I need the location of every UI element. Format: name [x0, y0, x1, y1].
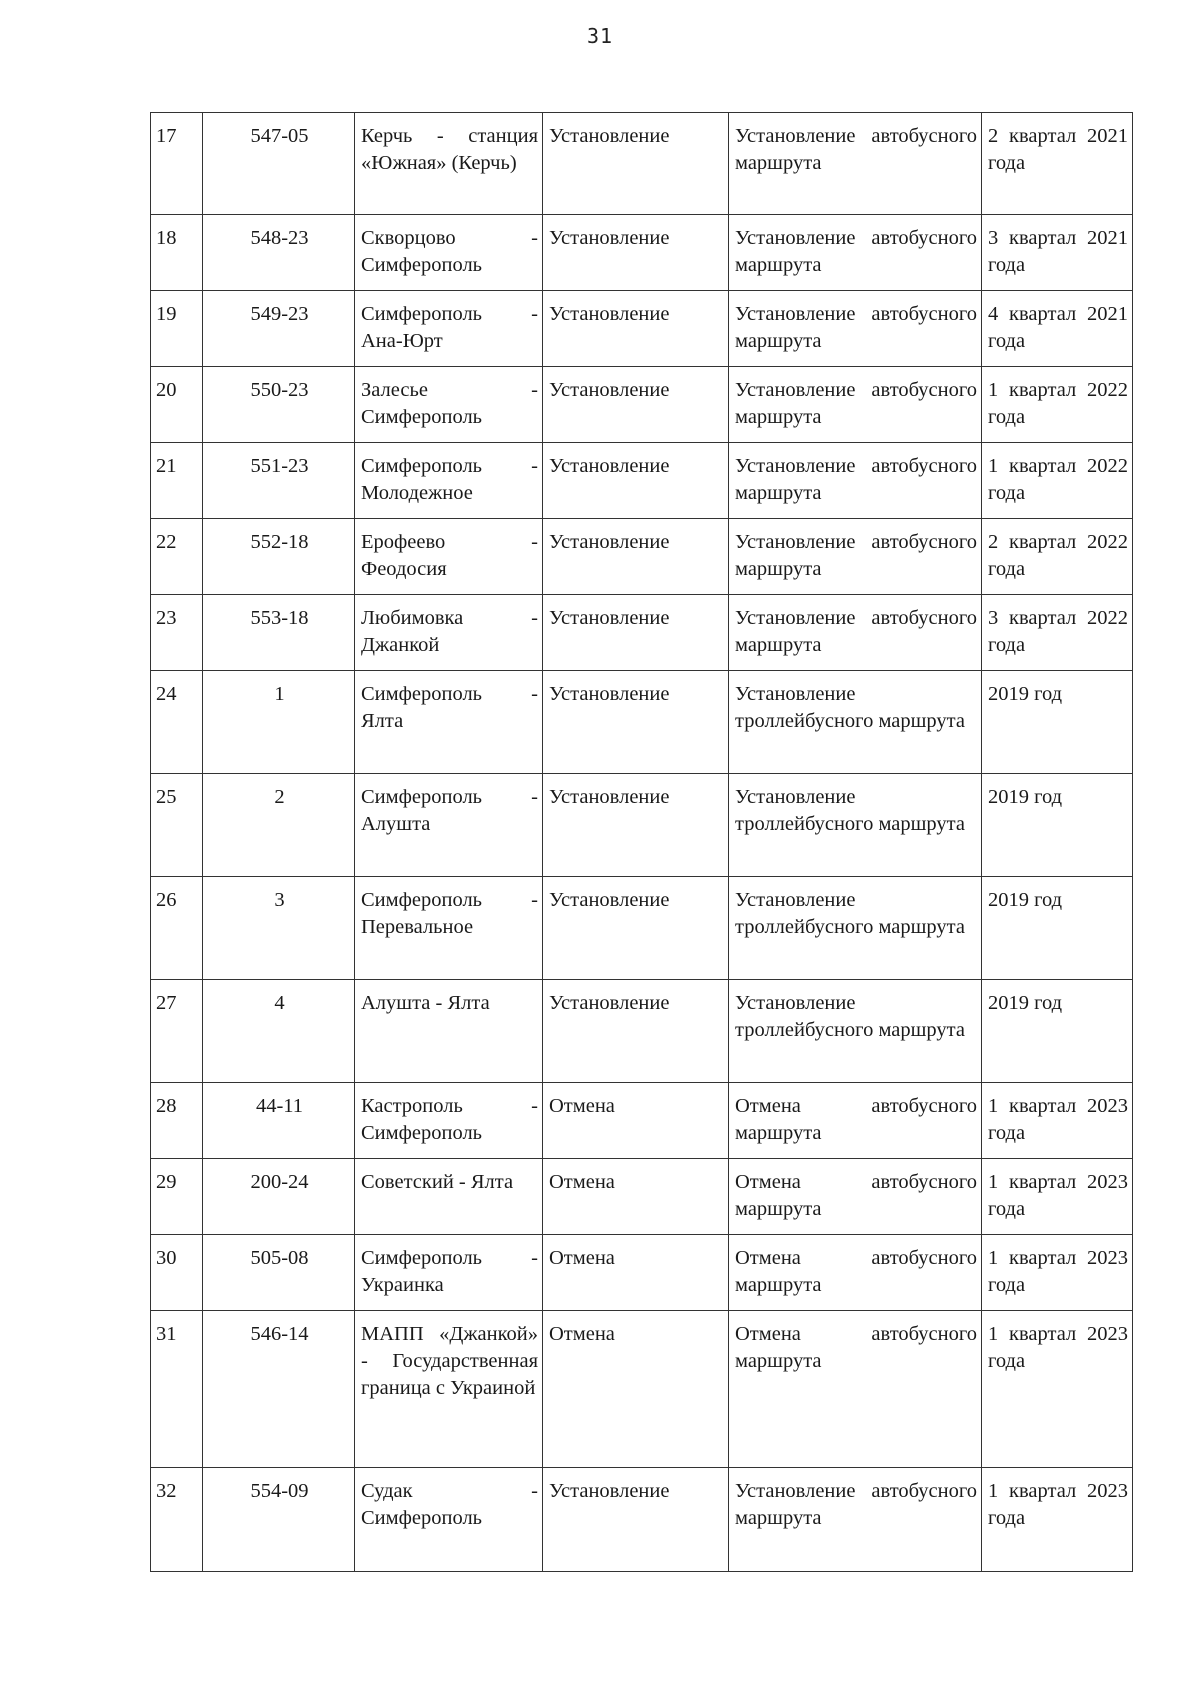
table-row: [151, 774, 1133, 877]
action-cell: Установление: [543, 980, 729, 1083]
routes-table-body: [151, 113, 1133, 1572]
route-name-cell: Алушта - Ялта: [355, 980, 543, 1083]
action-cell: Установление: [543, 595, 729, 671]
row-number-cell: 22: [151, 519, 203, 595]
row-number-cell: 23: [151, 595, 203, 671]
term-cell: 1 квартал 2023 года: [982, 1235, 1133, 1311]
route-name-cell: Симферополь - Ана-Юрт: [355, 291, 543, 367]
route-code-cell: 3: [203, 877, 355, 980]
route-name-cell: Любимовка - Джанкой: [355, 595, 543, 671]
route-name-cell: Симферополь - Молодежное: [355, 443, 543, 519]
route-code-cell: 200-24: [203, 1159, 355, 1235]
row-number-cell: 19: [151, 291, 203, 367]
route-name-cell: Симферополь - Украинка: [355, 1235, 543, 1311]
route-code-cell: 552-18: [203, 519, 355, 595]
action-cell: Установление: [543, 367, 729, 443]
row-number-cell: 21: [151, 443, 203, 519]
route-name-cell: Кастрополь - Симферополь: [355, 1083, 543, 1159]
description-cell: Установление автобусного маршрута: [729, 1468, 982, 1572]
action-cell: Установление: [543, 671, 729, 774]
route-code-cell: 505-08: [203, 1235, 355, 1311]
table-row: [151, 595, 1133, 671]
route-code-cell: 2: [203, 774, 355, 877]
action-cell: Установление: [543, 774, 729, 877]
action-cell: Установление: [543, 519, 729, 595]
route-code-cell: 1: [203, 671, 355, 774]
table-row: [151, 1235, 1133, 1311]
term-cell: 2 квартал 2022 года: [982, 519, 1133, 595]
description-cell: Установление троллейбусного маршрута: [729, 877, 982, 980]
route-name-cell: Симферополь - Перевальное: [355, 877, 543, 980]
action-cell: Отмена: [543, 1159, 729, 1235]
table-row: [151, 980, 1133, 1083]
description-cell: Установление троллейбусного маршрута: [729, 980, 982, 1083]
route-name-cell: Симферополь - Алушта: [355, 774, 543, 877]
route-name-cell: Ерофеево - Феодосия: [355, 519, 543, 595]
table-row: [151, 1159, 1133, 1235]
action-cell: Отмена: [543, 1235, 729, 1311]
description-cell: Установление троллейбусного маршрута: [729, 774, 982, 877]
row-number-cell: 17: [151, 113, 203, 215]
row-number-cell: 27: [151, 980, 203, 1083]
route-name-cell: Советский - Ялта: [355, 1159, 543, 1235]
description-cell: Установление автобусного маршрута: [729, 367, 982, 443]
route-code-cell: 546-14: [203, 1311, 355, 1468]
route-code-cell: 548-23: [203, 215, 355, 291]
route-name-cell: Залесье - Симферополь: [355, 367, 543, 443]
row-number-cell: 28: [151, 1083, 203, 1159]
term-cell: 1 квартал 2023 года: [982, 1468, 1133, 1572]
route-code-cell: 553-18: [203, 595, 355, 671]
action-cell: Отмена: [543, 1083, 729, 1159]
table-row: [151, 671, 1133, 774]
description-cell: Установление автобусного маршрута: [729, 215, 982, 291]
description-cell: Установление автобусного маршрута: [729, 291, 982, 367]
term-cell: 2 квартал 2021 года: [982, 113, 1133, 215]
row-number-cell: 25: [151, 774, 203, 877]
row-number-cell: 26: [151, 877, 203, 980]
term-cell: 3 квартал 2021 года: [982, 215, 1133, 291]
route-code-cell: 554-09: [203, 1468, 355, 1572]
description-cell: Отмена автобусного маршрута: [729, 1083, 982, 1159]
route-code-cell: 551-23: [203, 443, 355, 519]
description-cell: Установление автобусного маршрута: [729, 595, 982, 671]
description-cell: Отмена автобусного маршрута: [729, 1311, 982, 1468]
description-cell: Установление троллейбусного маршрута: [729, 671, 982, 774]
route-code-cell: 44-11: [203, 1083, 355, 1159]
action-cell: Установление: [543, 291, 729, 367]
term-cell: 2019 год: [982, 671, 1133, 774]
term-cell: 1 квартал 2023 года: [982, 1083, 1133, 1159]
row-number-cell: 24: [151, 671, 203, 774]
term-cell: 3 квартал 2022 года: [982, 595, 1133, 671]
route-name-cell: МАПП «Джанкой» - Государственная граница с Украиной: [355, 1311, 543, 1468]
route-code-cell: 550-23: [203, 367, 355, 443]
description-cell: Установление автобусного маршрута: [729, 113, 982, 215]
table-row: [151, 1083, 1133, 1159]
route-code-cell: 547-05: [203, 113, 355, 215]
route-name-cell: Симферополь - Ялта: [355, 671, 543, 774]
term-cell: 4 квартал 2021 года: [982, 291, 1133, 367]
route-code-cell: 549-23: [203, 291, 355, 367]
action-cell: Установление: [543, 443, 729, 519]
table-row: [151, 367, 1133, 443]
row-number-cell: 29: [151, 1159, 203, 1235]
description-cell: Установление автобусного маршрута: [729, 519, 982, 595]
row-number-cell: 18: [151, 215, 203, 291]
term-cell: 2019 год: [982, 774, 1133, 877]
row-number-cell: 31: [151, 1311, 203, 1468]
action-cell: Отмена: [543, 1311, 729, 1468]
routes-table: [150, 112, 1133, 1572]
table-row: [151, 877, 1133, 980]
term-cell: 1 квартал 2022 года: [982, 443, 1133, 519]
description-cell: Установление автобусного маршрута: [729, 443, 982, 519]
page-number: 31: [586, 24, 614, 48]
route-name-cell: Судак - Симферополь: [355, 1468, 543, 1572]
term-cell: 2019 год: [982, 980, 1133, 1083]
route-name-cell: Скворцово - Симферополь: [355, 215, 543, 291]
table-row: [151, 215, 1133, 291]
term-cell: 1 квартал 2023 года: [982, 1159, 1133, 1235]
row-number-cell: 30: [151, 1235, 203, 1311]
row-number-cell: 32: [151, 1468, 203, 1572]
table-row: [151, 1311, 1133, 1468]
table-row: [151, 443, 1133, 519]
term-cell: 1 квартал 2023 года: [982, 1311, 1133, 1468]
table-row: [151, 113, 1133, 215]
action-cell: Установление: [543, 113, 729, 215]
description-cell: Отмена автобусного маршрута: [729, 1235, 982, 1311]
action-cell: Установление: [543, 877, 729, 980]
action-cell: Установление: [543, 1468, 729, 1572]
route-name-cell: Керчь - станция «Южная» (Керчь): [355, 113, 543, 215]
term-cell: 1 квартал 2022 года: [982, 367, 1133, 443]
table-row: [151, 519, 1133, 595]
description-cell: Отмена автобусного маршрута: [729, 1159, 982, 1235]
table-row: [151, 291, 1133, 367]
route-code-cell: 4: [203, 980, 355, 1083]
action-cell: Установление: [543, 215, 729, 291]
table-row: [151, 1468, 1133, 1572]
term-cell: 2019 год: [982, 877, 1133, 980]
row-number-cell: 20: [151, 367, 203, 443]
